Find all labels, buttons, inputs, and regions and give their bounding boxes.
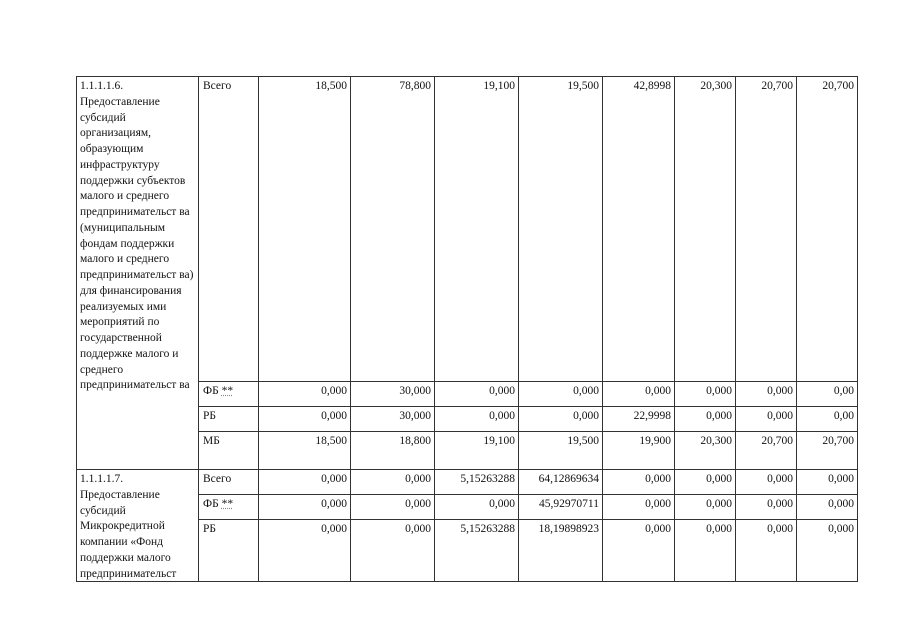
funding-source-label: Всего: [203, 473, 232, 485]
value-cell: 18,500: [259, 432, 351, 470]
value-cell: 0,000: [797, 470, 858, 495]
funding-source: [199, 407, 259, 432]
value-cell: 0,000: [675, 495, 736, 520]
value-cell: 78,800: [351, 77, 435, 382]
value-cell: 0,000: [603, 520, 675, 582]
value-cell: 0,000: [435, 407, 519, 432]
value-cell: 5,15263288: [435, 520, 519, 582]
funding-source: [199, 495, 259, 520]
value-cell: 20,700: [736, 432, 797, 470]
value-cell: 20,700: [736, 77, 797, 382]
value-cell: 0,000: [519, 382, 603, 407]
value-cell: 0,000: [675, 470, 736, 495]
value-cell: 0,000: [351, 495, 435, 520]
table-row: [77, 77, 858, 382]
value-cell: 0,000: [736, 407, 797, 432]
value-cell: 0,000: [603, 382, 675, 407]
value-cell: 42,8998: [603, 77, 675, 382]
funding-source-label: МБ: [203, 435, 220, 447]
value-cell: 64,12869634: [519, 470, 603, 495]
value-cell: 0,000: [259, 382, 351, 407]
funding-source: [199, 382, 259, 407]
value-cell: 0,000: [736, 495, 797, 520]
footnote-marker: **: [221, 385, 234, 397]
value-cell: 5,15263288: [435, 470, 519, 495]
measure-description: [77, 77, 199, 470]
funding-source-label: ФБ: [203, 385, 219, 397]
budget-table: [76, 76, 858, 582]
value-cell: 19,500: [519, 77, 603, 382]
measure-description: [77, 470, 199, 582]
funding-source-label: РБ: [203, 410, 216, 422]
value-cell: 0,000: [675, 407, 736, 432]
value-cell: 18,500: [259, 77, 351, 382]
value-cell: 0,000: [797, 520, 858, 582]
funding-source: [199, 432, 259, 470]
value-cell: 0,000: [435, 495, 519, 520]
value-cell: 19,100: [435, 432, 519, 470]
measure-description-text: 1.1.1.1.7. Предоставление субсидий Микрокредитной компании «Фонд поддержки малого предпринимательст: [80, 473, 177, 580]
value-cell: 0,000: [259, 407, 351, 432]
value-cell: 0,000: [259, 495, 351, 520]
funding-source: [199, 77, 259, 382]
funding-source: [199, 470, 259, 495]
value-cell: 19,500: [519, 432, 603, 470]
value-cell: 20,700: [797, 432, 858, 470]
funding-source-label: Всего: [203, 80, 232, 92]
value-cell: 0,000: [736, 382, 797, 407]
value-cell: 20,300: [675, 432, 736, 470]
table-row: [77, 470, 858, 495]
value-cell: 0,000: [351, 520, 435, 582]
value-cell: 0,000: [603, 470, 675, 495]
value-cell: 20,700: [797, 77, 858, 382]
value-cell: 0,000: [736, 470, 797, 495]
value-cell: 22,9998: [603, 407, 675, 432]
value-cell: 0,00: [797, 382, 858, 407]
value-cell: 0,000: [797, 495, 858, 520]
value-cell: 18,19898923: [519, 520, 603, 582]
value-cell: 0,000: [736, 520, 797, 582]
value-cell: 30,000: [351, 382, 435, 407]
value-cell: 0,000: [259, 470, 351, 495]
measure-description-text: 1.1.1.1.6. Предоставление субсидий организациям, образующим инфраструктуру поддержки субъектов малого и среднего предпринимательст ва (муниципальным фондам поддержки малого и среднего предпринимательст ва) для финансирования реализуемых ими мероприятий по государственной поддержке малого и среднего предпринимательст ва: [80, 80, 194, 392]
funding-source: [199, 520, 259, 582]
funding-source-label: РБ: [203, 523, 216, 535]
value-cell: 0,000: [603, 495, 675, 520]
value-cell: 19,900: [603, 432, 675, 470]
value-cell: 0,000: [435, 382, 519, 407]
footnote-marker: **: [221, 498, 234, 510]
value-cell: 0,000: [351, 470, 435, 495]
value-cell: 45,92970711: [519, 495, 603, 520]
value-cell: 0,000: [259, 520, 351, 582]
value-cell: 0,000: [675, 520, 736, 582]
value-cell: 0,000: [675, 382, 736, 407]
funding-source-label: ФБ: [203, 498, 219, 510]
value-cell: 0,00: [797, 407, 858, 432]
value-cell: 0,000: [519, 407, 603, 432]
value-cell: 20,300: [675, 77, 736, 382]
value-cell: 19,100: [435, 77, 519, 382]
value-cell: 18,800: [351, 432, 435, 470]
value-cell: 30,000: [351, 407, 435, 432]
